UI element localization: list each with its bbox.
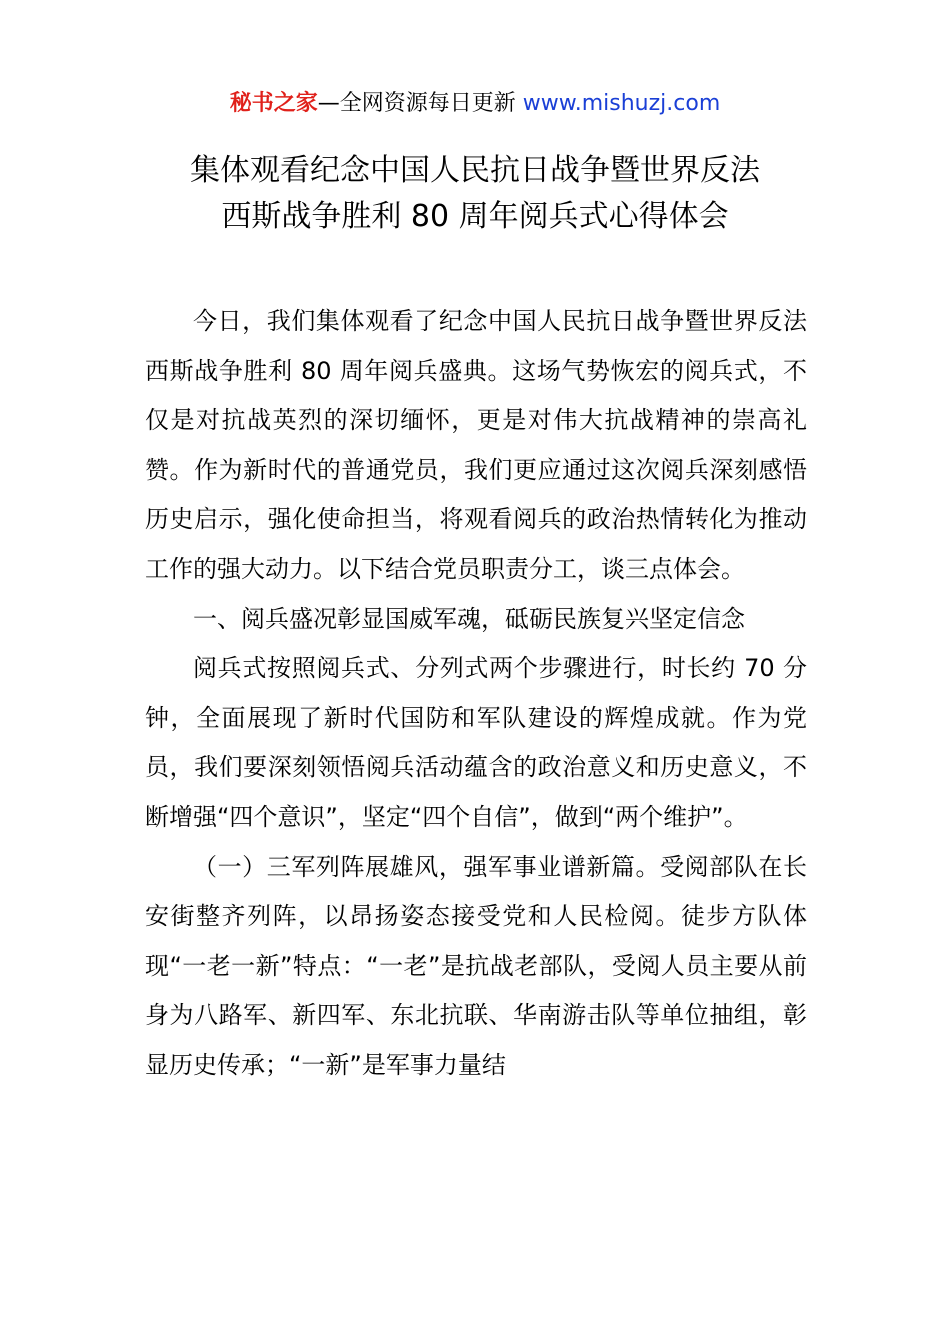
document-body bbox=[145, 297, 807, 1091]
site-header bbox=[0, 88, 950, 120]
paragraph-section-1: 阅兵式按照阅兵式、分列式两个步骤进行，时长约 70 分钟，全面展现了新时代国防和军队建设的辉煌成就。作为党员，我们要深刻领悟阅兵活动蕴含的政治意义和历史意义，不断增强“四个意识”，坚定“四个自信”，做到“两个维护”。 bbox=[145, 654, 807, 831]
paragraph-subsection-1: （一）三军列阵展雄风，强军事业谱新篇。受阅部队在长安街整齐列阵，以昂扬姿态接受党和人民检阅。徒步方队体现“一老一新”特点：“一老”是抗战老部队，受阅人员主要从前身为八路军、新四军、东北抗联、华南游击队等单位抽组，彰显历史传承；“一新”是军事力量结 bbox=[145, 852, 807, 1079]
site-slogan: —全网资源每日更新 bbox=[317, 91, 523, 116]
site-url[interactable]: www.mishuzj.com bbox=[522, 91, 721, 116]
section-heading-1: 一、阅兵盛况彰显国威军魂，砥砺民族复兴坚定信念 bbox=[193, 604, 745, 633]
title-line-2: 西斯战争胜利 80 周年阅兵式心得体会 bbox=[221, 199, 729, 234]
title-line-1: 集体观看纪念中国人民抗日战争暨世界反法 bbox=[190, 153, 760, 188]
site-brand: 秘书之家 bbox=[229, 91, 318, 116]
document-title bbox=[0, 148, 950, 240]
paragraph-intro: 今日，我们集体观看了纪念中国人民抗日战争暨世界反法西斯战争胜利 80 周年阅兵盛典。这场气势恢宏的阅兵式，不仅是对抗战英烈的深切缅怀，更是对伟大抗战精神的崇高礼赞。作为新时代的普通党员，我们更应通过这次阅兵深刻感悟历史启示，强化使命担当，将观看阅兵的政治热情转化为推动工作的强大动力。以下结合党员职责分工，谈三点体会。 bbox=[145, 307, 807, 583]
